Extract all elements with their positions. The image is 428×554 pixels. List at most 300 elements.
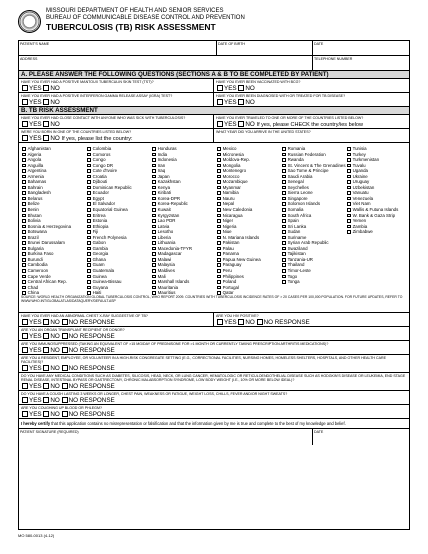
- country-checkbox[interactable]: [282, 180, 286, 184]
- patient-name-field[interactable]: PATIENT'S NAME: [20, 42, 50, 46]
- country-checkbox[interactable]: [282, 280, 286, 284]
- country-checkbox[interactable]: [152, 202, 156, 206]
- country-checkbox[interactable]: [152, 247, 156, 251]
- igra-yes-checkbox[interactable]: [22, 99, 28, 105]
- country-checkbox[interactable]: [217, 263, 221, 267]
- country-label: Paraguay: [222, 262, 242, 268]
- source-note: SOURCE: WORLD HEALTH ORGANIZATION GLOBAL TUBERCULOSIS CONTROL, WHO REPORT 2009. COUNTRIES WITH TUBERCULOSIS INCIDENCE RATES OF > 20 CASES PER 100,000 POPULATION. FOR FUTURE UPDATES, REFER TO WWW.WHO.INT/GLOBALATLAS/DATAQUERY/DEFAULT.ASP: [21, 295, 403, 303]
- country-label: Ethiopia: [92, 223, 109, 229]
- country-checkbox[interactable]: [347, 230, 351, 234]
- country-label: Uruguay: [352, 179, 370, 185]
- country-checkbox[interactable]: [282, 236, 286, 240]
- country-checkbox[interactable]: [22, 202, 26, 206]
- country-label: Tajikistan: [287, 251, 306, 257]
- country-checkbox[interactable]: [87, 286, 91, 290]
- medical-no-checkbox[interactable]: [43, 383, 49, 389]
- country-label: French Polynesia: [92, 234, 127, 240]
- country-checkbox[interactable]: [22, 225, 26, 229]
- country-checkbox[interactable]: [152, 197, 156, 201]
- transplant-yes-checkbox[interactable]: [22, 333, 28, 339]
- country-label: Mexico: [222, 146, 237, 151]
- country-checkbox[interactable]: [217, 236, 221, 240]
- country-label: Liberia: [157, 234, 171, 240]
- tst-no-checkbox[interactable]: [43, 85, 49, 91]
- country-label: Haiti: [92, 290, 102, 296]
- question-symptoms: DO YOU HAVE A COUGH LASTING 3 WEEKS OR LONGER, CHEST PAIN, WEAKNESS OR FATIGUE, WEIGHT LOSS, CHILLS, FEVER AND/OR NIGHT SWEATS?: [21, 392, 288, 396]
- certification-statement: I hereby certify that this application contains no misrepresentation or falsification and that the information given by me is true and complete to the best of my knowledge and belief.: [21, 421, 346, 426]
- country-checkbox[interactable]: [22, 214, 26, 218]
- country-checkbox[interactable]: [22, 280, 26, 284]
- country-checkbox[interactable]: [152, 236, 156, 240]
- country-checkbox[interactable]: [282, 202, 286, 206]
- country-checkbox[interactable]: [217, 202, 221, 206]
- question-medical-conditions: DO YOU HAVE ANY MEDICAL CONDITIONS SUCH AS DIABETES, SILICOSIS, HEAD, NECK, OR LUNG CANCER, HEMATOLOGIC OR RETICULOENDOTHELIAL DISEASE SUCH AS HODGKIN'S DISEASE OR LEUKEMIA, END STAGE RENAL DISEASE, INTESTINAL BYPASS OR GASTRECTOMY, CHRONIC MALABSORPTION SYNDROME, LOW BODY WEIGHT (I.E., 10% OR MORE BELOW IDEAL)?: [21, 374, 406, 383]
- country-label: Bhutan: [27, 212, 42, 218]
- traveled-yes-checkbox[interactable]: [217, 121, 223, 127]
- country-checkbox[interactable]: [217, 197, 221, 201]
- traveled-instruction: If yes, please CHECK the country/ies below: [256, 122, 363, 128]
- country-label: Djibouti: [92, 179, 108, 185]
- country-checkbox[interactable]: [87, 186, 91, 190]
- country-label: Panama: [222, 251, 239, 257]
- country-checkbox[interactable]: [347, 164, 351, 168]
- country-label: Spain: [287, 218, 299, 224]
- country-label: Gabon: [92, 240, 106, 246]
- country-checkbox[interactable]: [347, 158, 351, 162]
- country-checkbox[interactable]: [87, 202, 91, 206]
- contact-yes-checkbox[interactable]: [22, 121, 28, 127]
- country-label: Comoros: [92, 151, 111, 157]
- country-checkbox[interactable]: [152, 219, 156, 223]
- country-label: N. Mariana Islands: [222, 234, 260, 240]
- symptoms-yes-checkbox[interactable]: [22, 397, 28, 403]
- country-label: Ukraine: [352, 173, 368, 179]
- country-label: Afghanistan: [27, 146, 51, 151]
- xray-no-checkbox[interactable]: [43, 319, 49, 325]
- country-checkbox[interactable]: [22, 191, 26, 195]
- born-no-checkbox[interactable]: [43, 135, 49, 141]
- country-label: Korea-Republic: [157, 201, 188, 207]
- country-label: Romania: [287, 146, 306, 151]
- congregate-no-response-checkbox[interactable]: [62, 365, 68, 371]
- country-checkbox[interactable]: [282, 252, 286, 256]
- hiv-no-checkbox[interactable]: [238, 319, 244, 325]
- country-checkbox[interactable]: [217, 219, 221, 223]
- country-label: Rwanda: [287, 157, 304, 163]
- country-checkbox[interactable]: [282, 219, 286, 223]
- country-label: Kenya: [157, 184, 171, 190]
- country-checkbox[interactable]: [22, 263, 26, 267]
- country-label: Guatemala: [92, 268, 115, 274]
- country-checkbox[interactable]: [217, 164, 221, 168]
- section-a-heading: A. PLEASE ANSWER THE FOLLOWING QUESTIONS (SECTIONS A & B TO BE COMPLETED BY PATIENT): [19, 71, 409, 79]
- country-checkbox[interactable]: [87, 269, 91, 273]
- country-checkbox[interactable]: [22, 230, 26, 234]
- country-checkbox[interactable]: [217, 147, 221, 151]
- country-label: Nigeria: [222, 223, 237, 229]
- country-checkbox[interactable]: [152, 180, 156, 184]
- country-checkbox[interactable]: [282, 247, 286, 251]
- country-checkbox[interactable]: [22, 252, 26, 256]
- country-label: India: [157, 151, 168, 157]
- question-tb-disease: HAVE YOU EVER BEEN DIAGNOSED WITH OR TREATED FOR TB DISEASE?: [216, 94, 346, 98]
- country-label: Madagascar: [157, 251, 182, 257]
- country-checkbox[interactable]: [282, 275, 286, 279]
- question-congregate: ARE YOU A RESIDENT, EMPLOYEE, OR VOLUNTEER IN A HIGH-RISK CONGREGATE SETTING (E.G., CORRECTIONAL FACILITIES, NURSING HOMES, HOMELESS SHELTERS, HOSPITALS, AND OTHER HEALTH CARE FACILITIES)?: [21, 356, 386, 365]
- country-checkbox[interactable]: [87, 164, 91, 168]
- question-immunosuppressed: ARE YOU IMMUNOSUPPRESSED (TAKING AN EQUIVALENT OF >15 MG/DAY OF PREDNISONE FOR >1 MONTH OR CURRENTLY TAKING PRESCRIPTION ARTHRITIS MEDICATIONS)?: [21, 342, 329, 346]
- country-label: Lesotho: [157, 229, 174, 235]
- country-label: Kazakhstan: [157, 179, 181, 185]
- country-label: China: [27, 290, 40, 296]
- country-option[interactable]: [347, 229, 398, 235]
- country-checkbox[interactable]: [282, 175, 286, 179]
- country-checkbox[interactable]: [87, 236, 91, 240]
- country-checkbox[interactable]: [87, 247, 91, 251]
- country-label: Anguilla: [27, 162, 44, 168]
- country-checkbox[interactable]: [152, 191, 156, 195]
- country-checkbox[interactable]: [87, 230, 91, 234]
- country-label: Indonesia: [157, 157, 177, 163]
- country-checkbox[interactable]: [282, 164, 286, 168]
- country-checkbox[interactable]: [152, 263, 156, 267]
- country-checkbox[interactable]: [22, 180, 26, 184]
- traveled-no-checkbox[interactable]: [238, 121, 244, 127]
- country-checkbox[interactable]: [87, 214, 91, 218]
- immuno-no-checkbox[interactable]: [43, 347, 49, 353]
- country-label: Micronesia: [222, 151, 244, 157]
- country-label: Zambia: [352, 223, 368, 229]
- hiv-no-response-checkbox[interactable]: [257, 319, 263, 325]
- country-column: [152, 146, 192, 296]
- country-label: Mauritius: [157, 290, 176, 296]
- hiv-yes-checkbox[interactable]: [217, 319, 223, 325]
- country-checkbox[interactable]: [217, 186, 221, 190]
- immuno-no-response-checkbox[interactable]: [62, 347, 68, 353]
- country-label: Qatar: [222, 290, 234, 296]
- country-label: Sierra Leone: [287, 190, 313, 196]
- country-label: Malawi: [157, 256, 172, 262]
- country-label: Honduras: [157, 146, 177, 151]
- country-label: Angola: [27, 157, 42, 163]
- country-checkbox[interactable]: [282, 214, 286, 218]
- country-checkbox[interactable]: [347, 186, 351, 190]
- country-checkbox[interactable]: [152, 258, 156, 262]
- country-checkbox[interactable]: [152, 230, 156, 234]
- country-checkbox[interactable]: [22, 241, 26, 245]
- state-seal-icon: [18, 10, 41, 33]
- country-checkbox[interactable]: [87, 147, 91, 151]
- country-checkbox[interactable]: [347, 169, 351, 173]
- symptoms-no-checkbox[interactable]: [43, 397, 49, 403]
- country-checkbox[interactable]: [22, 147, 26, 151]
- country-label: Yemen: [352, 218, 367, 224]
- country-label: Burundi: [27, 256, 43, 262]
- country-label: Senegal: [287, 179, 304, 185]
- country-checkbox[interactable]: [87, 175, 91, 179]
- question-traveled: HAVE YOU EVER TRAVELED TO ONE OR MORE OF THE COUNTRIES LISTED BELOW?: [216, 116, 364, 120]
- country-checkbox[interactable]: [22, 158, 26, 162]
- igra-no-checkbox[interactable]: [43, 99, 49, 105]
- country-checkbox[interactable]: [22, 275, 26, 279]
- country-label: Syrian Arab Republic: [287, 240, 329, 246]
- country-checkbox[interactable]: [152, 153, 156, 157]
- country-checkbox[interactable]: [282, 153, 286, 157]
- tb-disease-yes-checkbox[interactable]: [217, 99, 223, 105]
- country-checkbox[interactable]: [217, 247, 221, 251]
- country-label: Macedonia-TFYR: [157, 245, 192, 251]
- country-checkbox[interactable]: [87, 219, 91, 223]
- patient-signature-field[interactable]: PATIENT SIGNATURE (REQUIRED): [20, 430, 79, 434]
- country-label: Poland: [222, 279, 237, 285]
- country-label: Myanmar: [222, 184, 241, 190]
- country-label: Cape Verde: [27, 273, 51, 279]
- country-checkbox[interactable]: [152, 147, 156, 151]
- country-checkbox[interactable]: [347, 225, 351, 229]
- country-checkbox[interactable]: [282, 269, 286, 273]
- date-field[interactable]: DATE: [314, 42, 324, 46]
- country-checkbox[interactable]: [87, 191, 91, 195]
- blood-no-checkbox[interactable]: [43, 411, 49, 417]
- country-checkbox[interactable]: [22, 208, 26, 212]
- country-label: Burkina Faso: [27, 251, 54, 257]
- country-checkbox[interactable]: [87, 275, 91, 279]
- country-checkbox[interactable]: [152, 286, 156, 290]
- country-label: Kiribati: [157, 190, 172, 196]
- country-checkbox[interactable]: [22, 286, 26, 290]
- medical-yes-checkbox[interactable]: [22, 383, 28, 389]
- country-checkbox[interactable]: [217, 208, 221, 212]
- country-checkbox[interactable]: [217, 258, 221, 262]
- country-checkbox[interactable]: [282, 191, 286, 195]
- country-checkbox[interactable]: [87, 225, 91, 229]
- country-checkbox[interactable]: [152, 186, 156, 190]
- country-label: Maldives: [157, 268, 175, 274]
- country-checkbox[interactable]: [217, 269, 221, 273]
- country-label: South Africa: [287, 212, 312, 218]
- country-checkbox[interactable]: [217, 180, 221, 184]
- address-field[interactable]: ADDRESS: [20, 57, 38, 61]
- country-checkbox[interactable]: [347, 191, 351, 195]
- department-name: MISSOURI DEPARTMENT OF HEALTH AND SENIOR SERVICES: [46, 8, 224, 14]
- question-hiv: ARE YOU HIV POSITIVE?: [216, 314, 259, 318]
- country-label: Montenegro: [222, 168, 247, 174]
- question-born-in: WERE YOU BORN IN ONE OF THE COUNTRIES LISTED BELOW?: [21, 130, 132, 134]
- country-checkbox[interactable]: [347, 219, 351, 223]
- country-label: Nepal: [222, 201, 235, 207]
- country-checkbox[interactable]: [347, 147, 351, 151]
- country-checkbox[interactable]: [152, 252, 156, 256]
- country-label: Cameroon: [27, 268, 49, 274]
- country-checkbox[interactable]: [22, 269, 26, 273]
- country-label: Croatia: [92, 173, 107, 179]
- xray-yes-checkbox[interactable]: [22, 319, 28, 325]
- country-checkbox[interactable]: [87, 158, 91, 162]
- country-checkbox[interactable]: [152, 175, 156, 179]
- country-checkbox[interactable]: [87, 169, 91, 173]
- country-label: Argentina: [27, 168, 47, 174]
- country-checkbox[interactable]: [87, 280, 91, 284]
- risk-assessment-form: PATIENT'S NAME DATE OF BIRTH DATE ADDRESS TELEPHONE NUMBER A. PLEASE ANSWER THE FOLLOWING QUESTIONS (SECTIONS A & B TO BE COMPLETED BY PATIENT) HAVE YOU EVER HAD A POSITIVE MANTOUX TUBERCULIN SKIN TEST (TST)? YES NO HAVE YOU EVER BEEN VACCINATED WITH BCG? YES NO HAVE YOU EVER HAD A POSITIVE INTERFERON GAMMA RELEASE ASSAY (IGRA) TEST? YES NO HAVE YOU EVER BEEN DIAGNOSED WITH OR TREATED FOR TB DISEASE? YES NO B. TB RISK ASSESSMENT HAVE YOU EVER HAD CLOSE CONTACT WITH ANYONE WHO WAS SICK WITH TUBERCULOSIS? YES NO HAVE YOU EVER TRAVELED TO ONE OR MORE OF THE COUNTRIES LISTED BELOW? YES NO If yes, please CHECK the country/ies below WERE YOU BORN IN ONE OF THE COUNTRIES LISTED BELOW? YES NO If yes, please list the country: WHAT YEAR DID YOU ARRIVE IN THE UNITED STATES? Afghanistan Algeria Angola Anguilla Argentina Armenia Bahamas Bahrain Bangladesh Belarus Belize Benin Bhutan Bolivia Bosnia & Herzegovina Botswana Brazil Brunei Darussalam Bulgaria Burkina Faso Burundi Cambodia Cameroon Cape Verde Central African Rep. Chad China Colombia Comoros Congo Congo DR Cote d'Ivoire Croatia Djibouti Dominican Republic Ecuador Egypt El Salvador Equatorial Guinea Eritrea Estonia Ethiopia Fiji French Polynesia Gabon Gambia Georgia Ghana Guam Guatemala Guinea Guinea-Bissau Guyana Haiti Honduras India Indonesia Iran Iraq Japan Kazakhstan Kenya Kiribati Korea-DPR Korea-Republic Kuwait Kyrgyzstan Lao PDR Latvia Lesotho Liberia Lithuania Macedonia-TFYR Madagascar Malawi Malaysia Maldives Mali Marshall Islands Mauritania Mauritius Mexico Micronesia Moldova-Rep. Mongolia Montenegro Morocco Mozambique Myanmar Namibia Nauru Nepal New Caledonia Nicaragua Niger Nigeria Niue N. Mariana Islands Pakistan Palau Panama Papua New Guinea Paraguay Peru Philippines Poland Portugal Qatar Romania Russian Federation Rwanda St. Vincent & The Grenadines Sao Tome & Principe Saudi Arabia Senegal Seychelles Sierra Leone Singapore Solomon Islands Somalia South Africa Spain Sri Lanka Sudan Suriname Syrian Arab Republic Swaziland Tajikistan Tanzania-UR Thailand Timor-Leste Togo Tonga Tunisia Turkey Turkmenistan Tuvalu Uganda Ukraine Uruguay Uzbekistan Vanuatu Venezuela Viet Nam Wallis & Futuna Islands W. Bank & Gaza Strip Yemen Zambia Zimbabwe SOURCE: WORLD HEALTH ORGANIZATION GLOBAL TUBERCULOSIS CONTROL, WHO REPORT 2009. COUNTRIES WITH TUBERCULOSIS INCIDENCE RATES OF > 20 CASES PER 100,000 POPULATION. FOR FUTURE UPDATES, REFER TO WWW.WHO.INT/GLOBALATLAS/DATAQUERY/DEFAULT.ASP HAVE YOU EVER HAD AN ABNORMAL CHEST X-RAY SUGGESTIVE OF TB? YES NO NO RESPONSE ARE YOU HIV POSITIVE? YES NO NO RESPONSE ARE YOU AN ORGAN TRANSPLANT RECIPIENT OR DONOR? YES NO NO RESPONSE ARE YOU IMMUNOSUPPRESSED (TAKING AN EQUIVALENT OF >15 MG/DAY OF PREDNISONE FOR >1 MONTH OR CURRENTLY TAKING PRESCRIPTION ARTHRITIS MEDICATIONS)? YES NO NO RESPONSE ARE YOU A RESIDENT, EMPLOYEE, OR VOLUNTEER IN A HIGH-RISK CONGREGATE SETTING (E.G., CORRECTIONAL FACILITIES, NURSING HOMES, HOMELESS SHELTERS, HOSPITALS, AND OTHER HEALTH CARE FACILITIES)? YES NO NO RESPONSE DO YOU HAVE ANY MEDICAL CONDITIONS SUCH AS DIABETES, SILICOSIS, HEAD, NECK, OR LUNG CANCER, HEMATOLOGIC OR RETICULOENDOTHELIAL DISEASE SUCH AS HODGKIN'S DISEASE OR LEUKEMIA, END STAGE RENAL DISEASE, INTESTINAL BYPASS OR GASTRECTOMY, CHRONIC MALABSORPTION SYNDROME, LOW BODY WEIGHT (I.E., 10% OR MORE BELOW IDEAL)? YES NO NO RESPONSE DO YOU HAVE A COUGH LASTING 3 WEEKS OR LONGER, CHEST PAIN, WEAKNESS OR FATIGUE, WEIGHT LOSS, CHILLS, FEVER AND/OR NIGHT SWEATS? YES NO NO RESPONSE ARE YOU COUGHING UP BLOOD OR PHLEGM? YES NO NO RESPONSE I hereby certify that this application contains no misrepresentation or falsification and that the information given by me is true and complete to the best of my knowledge and belief. PATIENT SIGNATURE (REQUIRED) DATE: [18, 40, 410, 530]
- country-label: Suriname: [287, 234, 307, 240]
- country-checkbox[interactable]: [347, 180, 351, 184]
- country-checkbox[interactable]: [282, 263, 286, 267]
- question-transplant: ARE YOU AN ORGAN TRANSPLANT RECIPIENT OR DONOR?: [21, 328, 125, 332]
- country-checkbox[interactable]: [22, 247, 26, 251]
- country-checkbox[interactable]: [152, 208, 156, 212]
- country-checkbox[interactable]: [347, 175, 351, 179]
- country-label: Bulgaria: [27, 245, 44, 251]
- country-checkbox[interactable]: [87, 252, 91, 256]
- country-checkbox[interactable]: [87, 180, 91, 184]
- bcg-yes-checkbox[interactable]: [217, 85, 223, 91]
- tst-yes-checkbox[interactable]: [22, 85, 28, 91]
- country-checkbox[interactable]: [282, 147, 286, 151]
- country-checkbox[interactable]: [22, 175, 26, 179]
- country-checkbox[interactable]: [347, 202, 351, 206]
- bcg-no-checkbox[interactable]: [238, 85, 244, 91]
- country-label: Egypt: [92, 195, 104, 201]
- born-yes-checkbox[interactable]: [22, 135, 28, 141]
- country-checkbox[interactable]: [152, 280, 156, 284]
- country-label: Chad: [27, 284, 39, 290]
- country-label: Central African Rep.: [27, 279, 67, 285]
- country-label: Mauritania: [157, 284, 179, 290]
- country-checkbox[interactable]: [217, 214, 221, 218]
- country-checkbox[interactable]: [152, 158, 156, 162]
- country-label: Palau: [222, 245, 234, 251]
- country-checkbox[interactable]: [282, 230, 286, 234]
- country-checkbox[interactable]: [22, 197, 26, 201]
- contact-no-checkbox[interactable]: [43, 121, 49, 127]
- country-checkbox[interactable]: [152, 275, 156, 279]
- country-column: [22, 146, 71, 296]
- country-checkbox[interactable]: [347, 208, 351, 212]
- country-label: Fiji: [92, 229, 99, 235]
- telephone-field[interactable]: TELEPHONE NUMBER: [314, 57, 353, 61]
- congregate-yes-checkbox[interactable]: [22, 365, 28, 371]
- question-arrival-year[interactable]: WHAT YEAR DID YOU ARRIVE IN THE UNITED STATES?: [216, 130, 311, 134]
- country-checkbox[interactable]: [282, 158, 286, 162]
- country-checkbox[interactable]: [217, 280, 221, 284]
- country-checkbox[interactable]: [87, 258, 91, 262]
- country-checkbox[interactable]: [282, 197, 286, 201]
- country-checkbox[interactable]: [87, 197, 91, 201]
- country-checkbox[interactable]: [217, 275, 221, 279]
- country-checkbox[interactable]: [87, 153, 91, 157]
- country-checkbox[interactable]: [217, 153, 221, 157]
- country-checkbox[interactable]: [282, 241, 286, 245]
- country-column: [87, 146, 132, 296]
- country-checkbox[interactable]: [22, 164, 26, 168]
- country-checkbox[interactable]: [282, 225, 286, 229]
- xray-no-response-checkbox[interactable]: [62, 319, 68, 325]
- country-label: Brunei Darussalam: [27, 240, 65, 246]
- country-label: Guyana: [92, 284, 108, 290]
- country-checkbox[interactable]: [282, 186, 286, 190]
- country-checkbox[interactable]: [347, 153, 351, 157]
- country-checkbox[interactable]: [152, 241, 156, 245]
- country-checkbox[interactable]: [22, 169, 26, 173]
- country-label: Equatorial Guinea: [92, 207, 128, 213]
- country-label: Mali: [157, 273, 166, 279]
- question-bcg: HAVE YOU EVER BEEN VACCINATED WITH BCG?: [216, 80, 301, 84]
- country-checkbox[interactable]: [152, 214, 156, 218]
- country-label: W. Bank & Gaza Strip: [352, 212, 396, 218]
- country-checkbox[interactable]: [217, 175, 221, 179]
- country-checkbox[interactable]: [22, 258, 26, 262]
- tb-disease-no-checkbox[interactable]: [238, 99, 244, 105]
- signature-date-field[interactable]: DATE: [314, 430, 324, 434]
- country-checkbox[interactable]: [87, 241, 91, 245]
- country-label: Brazil: [27, 234, 39, 240]
- country-checkbox[interactable]: [347, 197, 351, 201]
- country-checkbox[interactable]: [217, 252, 221, 256]
- country-label: Nauru: [222, 195, 235, 201]
- country-checkbox[interactable]: [22, 219, 26, 223]
- country-label: Wallis & Futuna Islands: [352, 207, 399, 213]
- country-checkbox[interactable]: [217, 169, 221, 173]
- country-checkbox[interactable]: [22, 236, 26, 240]
- dob-field[interactable]: DATE OF BIRTH: [218, 42, 246, 46]
- country-checkbox[interactable]: [152, 169, 156, 173]
- country-label: Tunisia: [352, 146, 367, 151]
- congregate-no-checkbox[interactable]: [43, 365, 49, 371]
- country-checkbox[interactable]: [217, 241, 221, 245]
- country-label: Mongolia: [222, 162, 241, 168]
- country-label: Kyrgyzstan: [157, 212, 180, 218]
- transplant-no-checkbox[interactable]: [43, 333, 49, 339]
- country-label: Congo DR: [92, 162, 114, 168]
- country-list: [19, 143, 409, 313]
- country-label: Tuvalu: [352, 162, 366, 168]
- country-checkbox[interactable]: [217, 191, 221, 195]
- blood-yes-checkbox[interactable]: [22, 411, 28, 417]
- country-checkbox[interactable]: [22, 153, 26, 157]
- country-checkbox[interactable]: [282, 169, 286, 173]
- transplant-no-response-checkbox[interactable]: [62, 333, 68, 339]
- country-label: Venezuela: [352, 195, 374, 201]
- country-checkbox[interactable]: [217, 158, 221, 162]
- country-checkbox[interactable]: [347, 214, 351, 218]
- country-label: Sri Lanka: [287, 223, 307, 229]
- immuno-yes-checkbox[interactable]: [22, 347, 28, 353]
- born-instruction: If yes, please list the country:: [61, 136, 133, 142]
- country-checkbox[interactable]: [22, 186, 26, 190]
- country-checkbox[interactable]: [87, 263, 91, 267]
- country-checkbox[interactable]: [217, 225, 221, 229]
- country-checkbox[interactable]: [282, 258, 286, 262]
- medical-no-response-checkbox[interactable]: [62, 383, 68, 389]
- country-label: Russian Federation: [287, 151, 326, 157]
- country-label: Cote d'Ivoire: [92, 168, 118, 174]
- country-label: Lao PDR: [157, 218, 176, 224]
- country-checkbox[interactable]: [152, 164, 156, 168]
- country-checkbox[interactable]: [152, 269, 156, 273]
- symptoms-no-response-checkbox[interactable]: [62, 397, 68, 403]
- country-option[interactable]: [282, 279, 346, 285]
- country-label: Latvia: [157, 223, 170, 229]
- country-checkbox[interactable]: [217, 230, 221, 234]
- country-label: Togo: [287, 273, 298, 279]
- country-checkbox[interactable]: [282, 208, 286, 212]
- section-b-heading: B. TB RISK ASSESSMENT: [19, 107, 409, 115]
- country-checkbox[interactable]: [217, 286, 221, 290]
- country-label: Congo: [92, 157, 106, 163]
- blood-no-response-checkbox[interactable]: [62, 411, 68, 417]
- country-checkbox[interactable]: [152, 225, 156, 229]
- country-checkbox[interactable]: [87, 208, 91, 212]
